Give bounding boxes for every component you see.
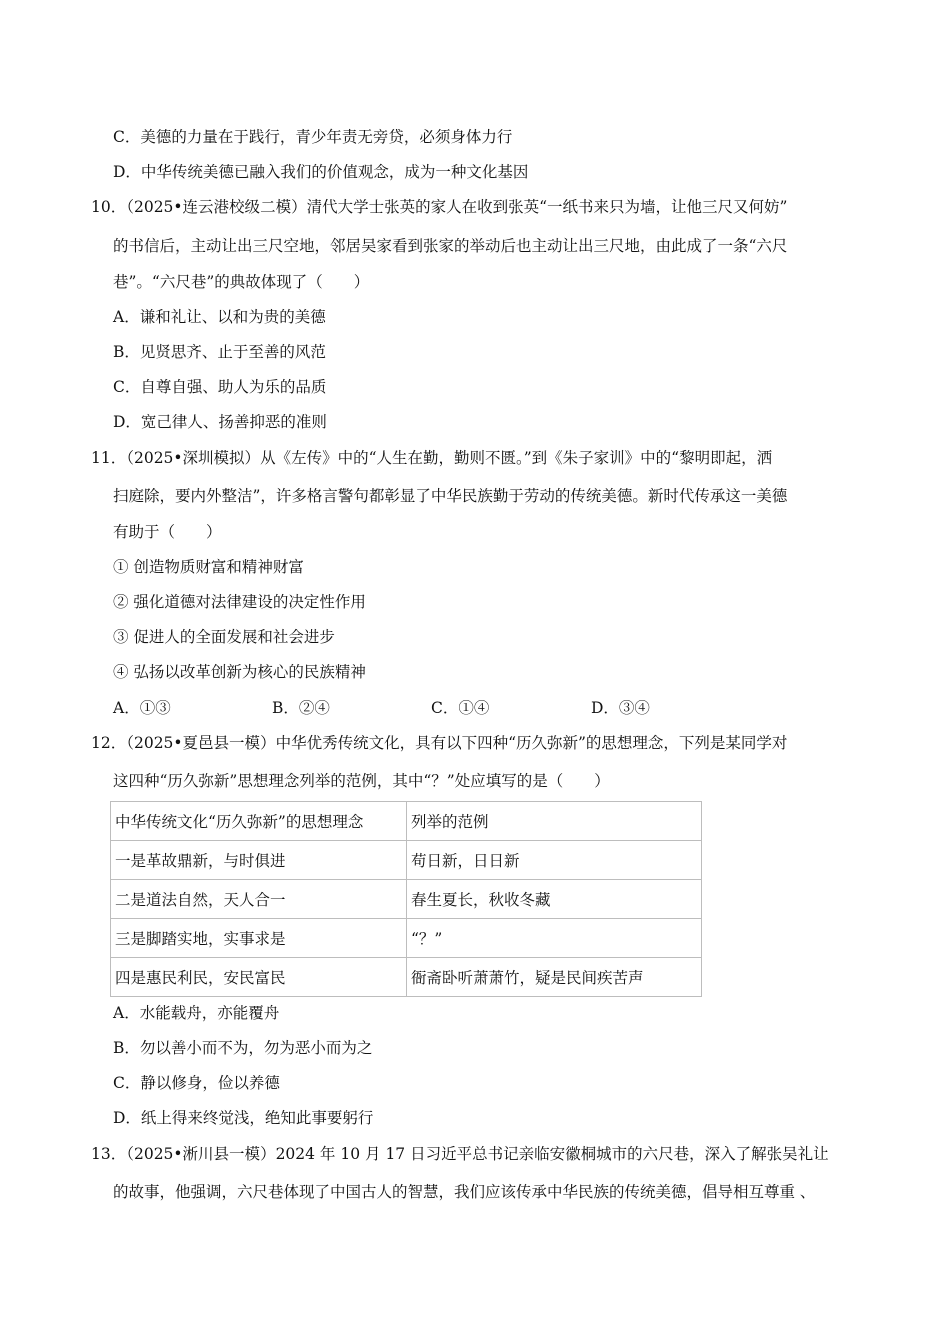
table-cell: 苟日新，日日新: [407, 841, 702, 880]
q11-option-c: C．①④: [431, 699, 490, 717]
q12-option-d: D．纸上得来终觉浅，绝知此事要躬行: [113, 1109, 374, 1127]
q10-option-b: B．见贤思齐、止于至善的风范: [113, 343, 326, 361]
q10-stem-line1: 10．（2025•连云港校级二模）清代大学士张英的家人在收到张英“一纸书来只为墙，让他三尺又何妨”: [91, 198, 788, 216]
table-cell: 二是道法自然，天人合一: [111, 880, 407, 919]
table-row: [111, 919, 702, 958]
table-cell: 衙斋卧听萧萧竹，疑是民间疾苦声: [407, 958, 702, 997]
q9-option-d: D．中华传统美德已融入我们的价值观念，成为一种文化基因: [113, 163, 529, 181]
q11-option-a: A．①③: [113, 699, 171, 717]
table-cell: 一是革故鼎新，与时俱进: [111, 841, 407, 880]
q11-stem-line1: 11．（2025•深圳模拟）从《左传》中的“人生在勤，勤则不匮。”到《朱子家训》中的“黎明即起，洒: [91, 449, 773, 467]
q10-option-c: C．自尊自强、助人为乐的品质: [113, 378, 327, 396]
table-cell: “？”: [407, 919, 702, 958]
q12-option-b: B．勿以善小而不为，勿为恶小而为之: [113, 1039, 373, 1057]
table-row: [111, 958, 702, 997]
q11-stem-line3: 有助于（ ）: [113, 523, 222, 541]
q11-stem-line2: 扫庭除，要内外整洁”，许多格言警句都彰显了中华民族勤于劳动的传统美德。新时代传承这一美德: [113, 487, 788, 505]
q9-option-c: C．美德的力量在于践行，青少年责无旁贷，必须身体力行: [113, 128, 513, 146]
table-header-cell: 中华传统文化“历久弥新”的思想理念: [111, 802, 407, 841]
table-cell: 四是惠民利民，安民富民: [111, 958, 407, 997]
table-row: [111, 841, 702, 880]
q11-item-2: ② 强化道德对法律建设的决定性作用: [113, 593, 366, 611]
q13-stem-line2: 的故事，他强调，六尺巷体现了中国古人的智慧，我们应该传承中华民族的传统美德，倡导相互尊重 、: [113, 1183, 816, 1201]
q10-option-d: D．宽己律人、扬善抑恶的准则: [113, 413, 327, 431]
q11-item-4: ④ 弘扬以改革创新为核心的民族精神: [113, 663, 366, 681]
q11-option-b: B．②④: [272, 699, 330, 717]
q12-stem-line1: 12．（2025•夏邑县一模）中华优秀传统文化，具有以下四种“历久弥新”的思想理念，下列是某同学对: [91, 734, 788, 752]
q12-option-a: A．水能载舟，亦能覆舟: [113, 1004, 280, 1022]
table-row: [111, 880, 702, 919]
q13-stem-line1: 13．（2025•淅川县一模）2024 年 10 月 17 日习近平总书记亲临安徽桐城市的六尺巷，深入了解张吴礼让: [91, 1145, 829, 1163]
q11-option-d: D．③④: [591, 699, 650, 717]
table-cell: 三是脚踏实地，实事求是: [111, 919, 407, 958]
table-cell: 春生夏长，秋收冬藏: [407, 880, 702, 919]
table-header-row: [111, 802, 702, 841]
q12-option-c: C．静以修身，俭以养德: [113, 1074, 280, 1092]
q11-item-3: ③ 促进人的全面发展和社会进步: [113, 628, 335, 646]
q12-table: [110, 801, 702, 997]
q10-stem-line2: 的书信后，主动让出三尺空地，邻居吴家看到张家的举动后也主动让出三尺地，由此成了一条“六尺: [113, 237, 788, 255]
q10-option-a: A．谦和礼让、以和为贵的美德: [113, 308, 326, 326]
q10-stem-line3: 巷”。“六尺巷”的典故体现了（ ）: [113, 273, 370, 291]
table-header-cell: 列举的范例: [407, 802, 702, 841]
q12-stem-line2: 这四种“历久弥新”思想理念列举的范例，其中“？”处应填写的是（ ）: [113, 772, 610, 790]
q11-item-1: ① 创造物质财富和精神财富: [113, 558, 304, 576]
